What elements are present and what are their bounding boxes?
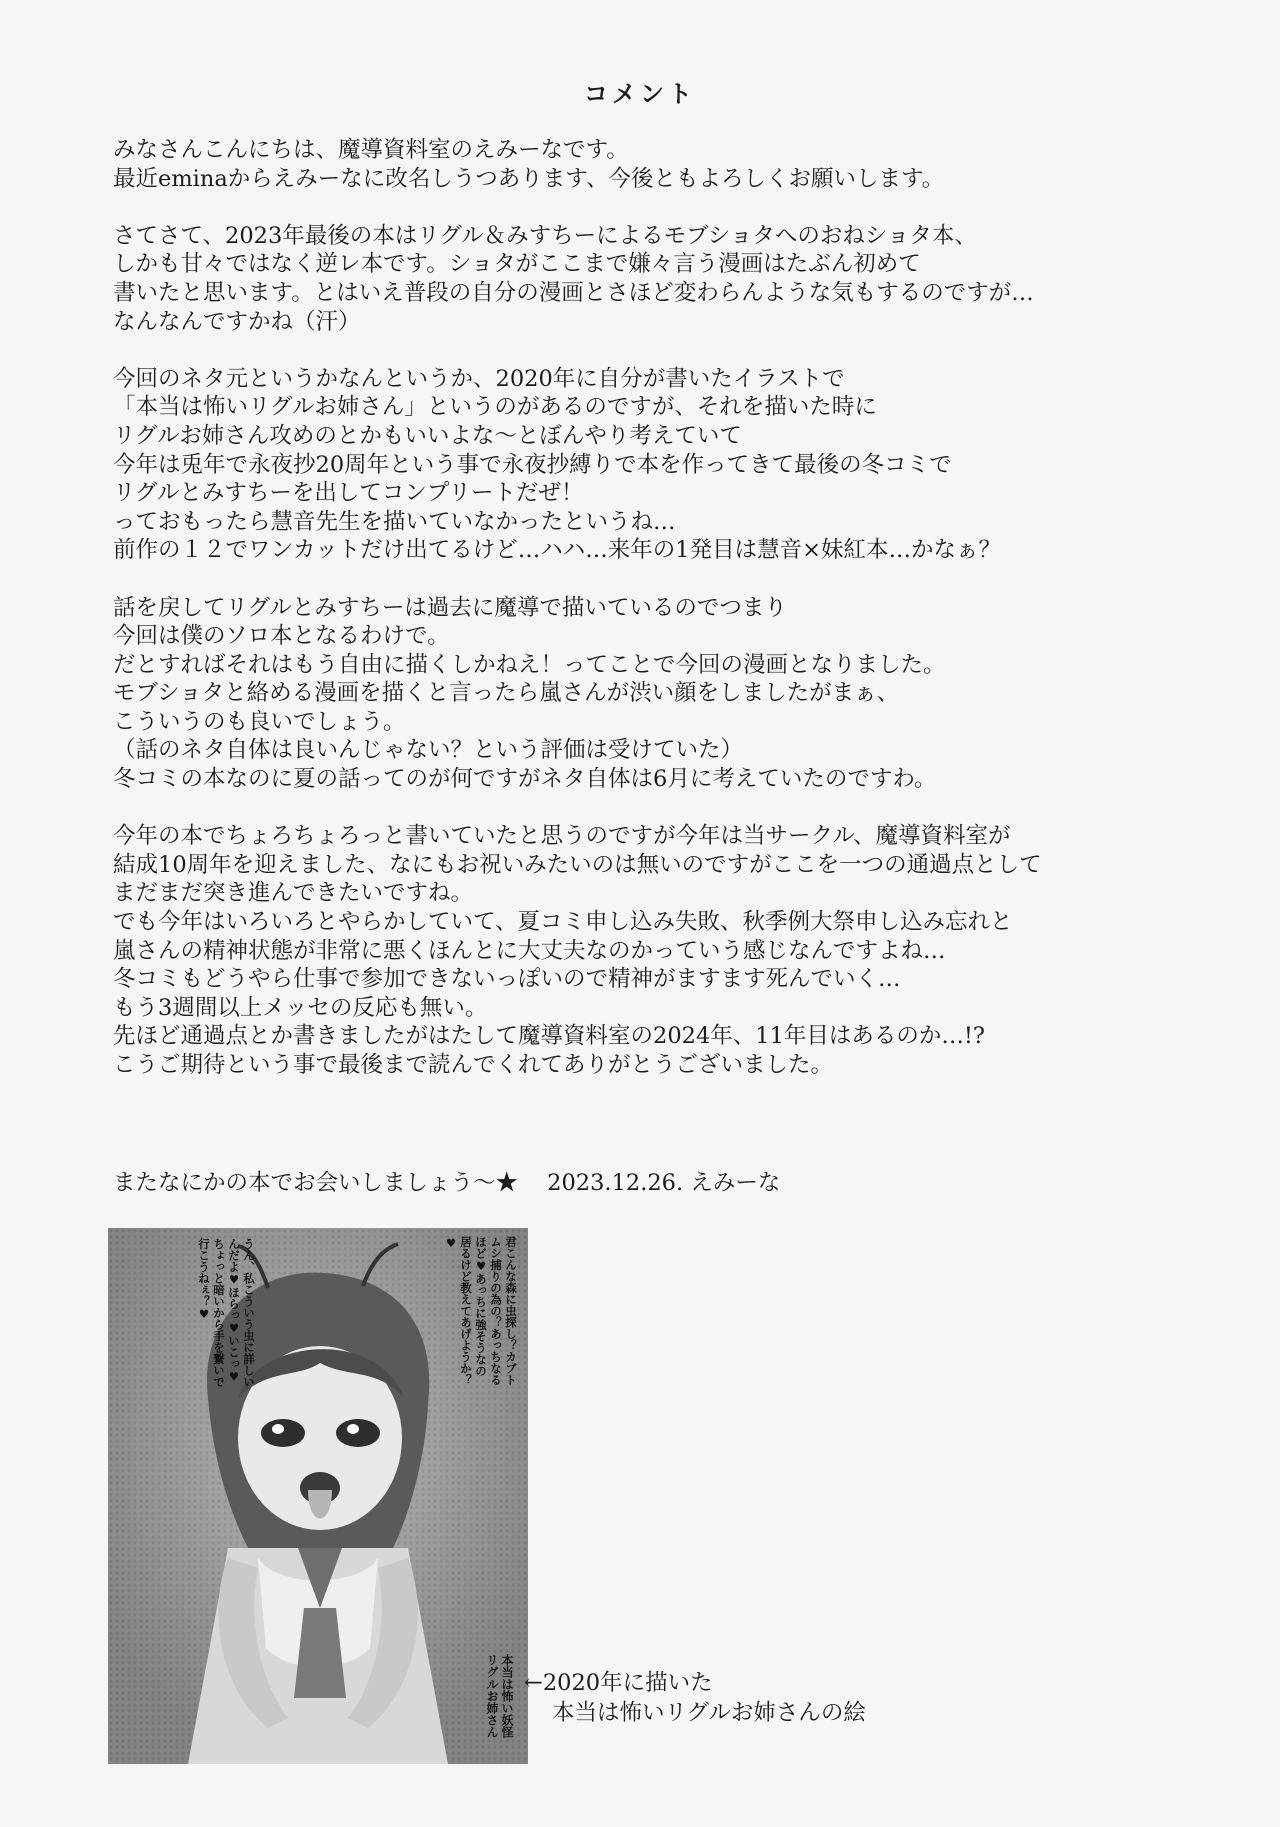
- speech-bubble-right: 君こんな森に虫探し？カブトムシ捕りの為の？あっちなるほど♥あっちに強そうなの居るけど教えてあげようか？♥: [444, 1236, 518, 1386]
- text-line: でも今年はいろいろとやらかしていて、夏コミ申し込み失敗、秋季例大祭申し込み忘れと: [113, 909, 1013, 936]
- text-line: 今回のネタ元というかなんというか、2020年に自分が書いたイラストで: [113, 365, 845, 392]
- text-line: 先ほど通過点とか書きましたがはたして魔導資料室の2024年、11年目はあるのか…!?: [113, 1023, 985, 1050]
- illustration-image: [108, 1228, 528, 1764]
- text-line: 話を戻してリグルとみすちーは過去に魔導で描いているのでつまり: [113, 594, 787, 621]
- text-line: 冬コミの本なのに夏の話ってのが何ですがネタ自体は6月に考えていたのですわ。: [113, 766, 937, 793]
- text-line: 今年の本でちょろちょろっと書いていたと思うのですが今年は当サークル、魔導資料室が: [113, 823, 1011, 850]
- text-line: 「本当は怖いリグルお姉さん」というのがあるのですが、それを描いた時に: [113, 394, 877, 421]
- paragraph-book-intro: [113, 222, 1193, 336]
- paragraph-solo-book: [113, 594, 1193, 794]
- paragraph-anniversary: [113, 822, 1193, 1079]
- text-line: こうご期待という事で最後まで読んでくれてありがとうございました。: [113, 1052, 834, 1078]
- text-line: 書いたと思います。とはいえ普段の自分の漫画とさほど変わらんような気もするのですが…: [113, 279, 1034, 306]
- text-line: 今年は兎年で永夜抄20周年という事で永夜抄縛りで本を作ってきて最後の冬コミで: [113, 451, 952, 478]
- text-line: モブショタと絡める漫画を描くと言ったら嵐さんが渋い顔をしましたがまぁ、: [113, 680, 900, 707]
- text-line: 最近eminaからえみーなに改名しうつあります、今後ともよろしくお願いします。: [113, 165, 945, 192]
- comment-body: [113, 136, 1193, 1108]
- text-line: だとすればそれはもう自由に描くしかねえ！ってことで今回の漫画となりました。: [113, 651, 946, 678]
- text-line: 結成10周年を迎えました、なにもお祝いみたいのは無いのですがここを一つの通過点として: [113, 851, 1042, 878]
- text-line: リグルとみすちーを出してコンプリートだぜ！: [113, 480, 584, 507]
- text-line: みなさんこんにちは、魔導資料室のえみーなです。: [113, 137, 629, 163]
- text-line: リグルお姉さん攻めのとかもいいよな～とぼんやり考えていて: [113, 422, 742, 449]
- caption-line-2: 本当は怖いリグルお姉さんの絵: [552, 1700, 866, 1726]
- text-line: 冬コミもどうやら仕事で参加できないっぽいので精神がますます死んでいく…: [113, 966, 901, 993]
- illustration-caption: [524, 1668, 866, 1728]
- text-line: なんなんですかね（汗）: [113, 308, 361, 335]
- page-title: コメント: [584, 79, 696, 108]
- illustration-inset-caption: 本当は怖い妖怪リグルお姉さん: [485, 1654, 514, 1738]
- speech-bubble-left: うん、私こういう虫に詳しいんだよ♥ほらっ♥いこっ♥ちょっと暗いから手を繋いで行こうねぇ？♥: [197, 1238, 256, 1388]
- text-line: しかも甘々ではなく逆レ本です。ショタがここまで嫌々言う漫画はたぶん初めて: [113, 251, 921, 278]
- signoff-text: またなにかの本でお会いしましょう～★: [113, 1170, 519, 1196]
- text-line: っておもったら慧音先生を描いていなかったというね…: [113, 508, 676, 535]
- text-line: こういうのも良いでしょう。: [113, 708, 406, 735]
- text-line: さてさて、2023年最後の本はリグル＆みすちーによるモブショタへのおねショタ本、: [113, 222, 977, 249]
- signoff-date: 2023.12.26.: [547, 1170, 684, 1196]
- text-line: まだまだ突き進んできたいですね。: [113, 880, 474, 907]
- text-line: 今回は僕のソロ本となるわけで。: [113, 623, 450, 650]
- text-line: （話のネタ自体は良いんじゃない？という評価は受けていた）: [113, 737, 744, 764]
- paragraph-origin: [113, 365, 1193, 565]
- caption-line-1: ←2020年に描いた: [524, 1670, 713, 1696]
- paragraph-greeting: [113, 136, 1193, 193]
- text-line: もう3週間以上メッセの反応も無い。: [113, 994, 488, 1021]
- signoff: [113, 1165, 780, 1197]
- signoff-author: えみーな: [690, 1170, 781, 1196]
- text-line: 前作の１２でワンカットだけ出てるけど…ハハ…来年の1発目は慧音×妹紅本…かなぁ？: [113, 537, 1001, 564]
- text-line: 嵐さんの精神状態が非常に悪くほんとに大丈夫なのかっていう感じなんですよね…: [113, 937, 946, 964]
